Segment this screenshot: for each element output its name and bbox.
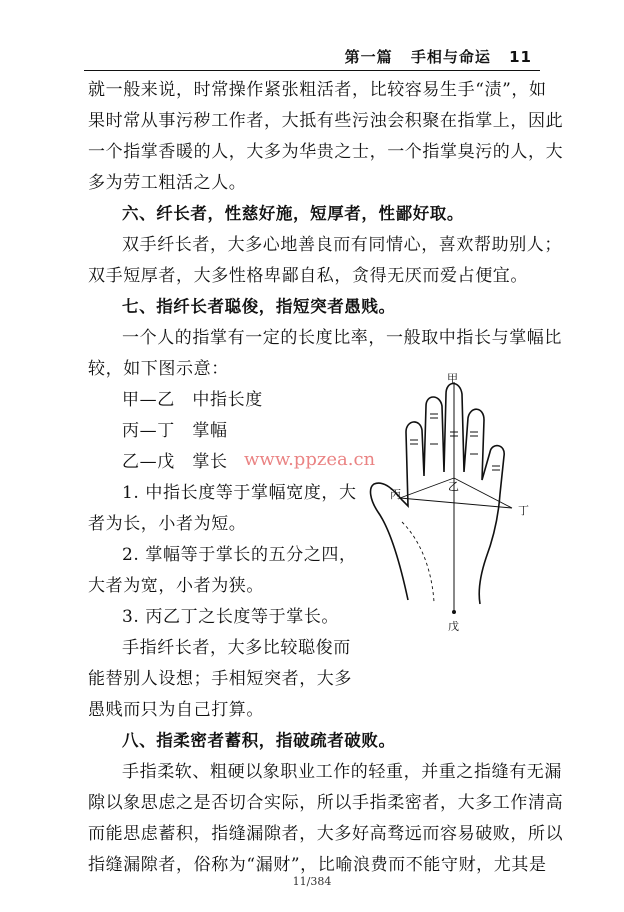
legend-line: 甲—乙 中指长度 — [122, 390, 263, 410]
section-heading: 八、指柔密者蓄积，指破疏者破败。 — [122, 731, 396, 750]
label-wu: 戊 — [448, 620, 459, 633]
label-jia: 甲 — [447, 372, 458, 385]
text-line: 手指柔软、粗硬以象职业工作的轻重，并重之指缝有无漏 — [122, 762, 562, 782]
header-title: 手相与命运 — [410, 48, 491, 66]
point-wu — [452, 610, 456, 614]
text-line: 隙以象思虑之是否切合实际，所以手指柔密者，大多工作清高 — [88, 793, 564, 813]
text-line: 双手短厚者，大多性格卑鄙自私，贪得无厌而爱占便宜。 — [88, 266, 528, 286]
text-line: 双手纤长者，大多心地善良而有同情心，喜欢帮助别人； — [122, 235, 562, 255]
label-ding: 丁 — [518, 504, 529, 517]
text-line: 愚贱而只为自己打算。 — [88, 700, 264, 720]
text-line: 就一般来说，时常操作紧张粗活者，比较容易生手“渍”，如 — [88, 80, 547, 100]
section-heading: 七、指纤长者聪俊，指短突者愚贱。 — [122, 297, 396, 316]
text-line: 2. 掌幅等于掌长的五分之四， — [122, 545, 357, 565]
running-header — [84, 44, 540, 71]
text-line: 3. 丙乙丁之长度等于掌长。 — [122, 607, 340, 627]
label-yi: 乙 — [448, 480, 459, 493]
section-heading: 六、纤长者，性慈好施，短厚者，性鄙好取。 — [122, 204, 464, 223]
text-line: 一个指掌香暖的人，大多为华贵之士，一个指掌臭污的人，大 — [88, 142, 564, 162]
header-page-number: 11 — [509, 48, 532, 66]
watermark: www.ppzea.cn — [244, 449, 376, 470]
text-line: 1. 中指长度等于掌幅宽度，大 — [122, 483, 357, 503]
palm-crease-dashed — [402, 522, 434, 602]
text-line: 指缝漏隙者，俗称为“漏财”，比喻浪费而不能守财，尤其是 — [88, 855, 547, 875]
text-line: 能替别人设想；手相短突者，大多 — [88, 669, 352, 689]
text-line: 而能思虑蓄积，指缝漏隙者，大多好高骛远而容易破败，所以 — [88, 824, 564, 844]
header-text — [333, 46, 532, 67]
text-line: 大者为宽，小者为狭。 — [88, 576, 264, 596]
page-footer: 11/384 — [292, 875, 332, 888]
label-bing: 丙 — [390, 488, 401, 501]
hand-diagram — [362, 372, 544, 640]
text-line: 手指纤长者，大多比较聪俊而 — [122, 638, 351, 658]
hand-diagram-svg — [362, 372, 544, 640]
text-line: 果时常从事污秽工作者，大抵有些污浊会积聚在指掌上，因此 — [88, 111, 564, 131]
text-line: 一个人的指掌有一定的长度比率，一般取中指长与掌幅比 — [122, 328, 562, 348]
legend-line: 丙—丁 掌幅 — [122, 421, 228, 441]
header-chapter: 第一篇 — [344, 48, 393, 66]
text-line: 多为劳工粗活之人。 — [88, 173, 247, 193]
text-line: 较，如下图示意： — [88, 359, 229, 379]
text-line: 者为长，小者为短。 — [88, 514, 247, 534]
legend-line: 乙—戊 掌长 — [122, 452, 228, 472]
